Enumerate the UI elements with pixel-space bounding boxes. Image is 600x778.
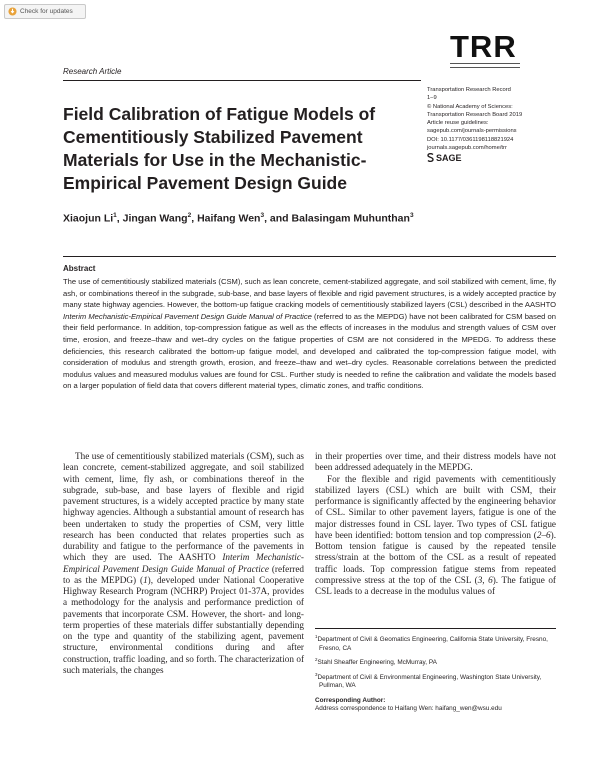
body-paragraph <box>63 451 304 676</box>
body-column-right <box>315 451 556 597</box>
body-text: , <box>482 574 489 585</box>
author-list: Xiaojun Li$^1$, Jingan Wang$^2$, Haifang Wen$^3$, and Balasingam Muhunthan$^3$ <box>63 212 414 225</box>
journal-logo-text: TRR <box>450 29 517 64</box>
citation-ref: 6 <box>488 574 493 585</box>
affiliation-number: 3 <box>315 671 318 677</box>
meta-line: Transportation Research Board 2019 <box>427 111 523 118</box>
body-text: ). Bottom tension fatigue is caused by the repeated tensile stress/strain at the bottom of the CSL as a result of repeated traffic loads. Top compression fatigue stems from repeated compressive stress at the top of the CSL ( <box>315 529 556 585</box>
author-affiliation: 3 <box>260 212 265 219</box>
header-rule <box>63 80 421 81</box>
meta-line: © National Academy of Sciences: <box>427 103 513 110</box>
abstract-rule <box>63 256 556 257</box>
affiliation-text: Stahl Sheaffer Engineering, McMurray, PA <box>317 659 437 667</box>
meta-line: sagepub.com/journals-permissions <box>427 128 517 135</box>
meta-line: Transportation Research Record <box>427 87 511 93</box>
citation-ref: 3 <box>477 574 483 585</box>
article-type: Research Article <box>63 67 122 76</box>
abstract-italic-title: Interim Mechanistic-Empirical Pavement Design Guide Manual of Practice <box>63 311 312 321</box>
doi-line: DOI: 10.1177/0361198118821924 <box>427 136 514 143</box>
body-text: ), developed under National Cooperative Highway Research Program (NCHRP) Project 01-37A, provides a methodology for the analysis and performance prediction of pavements that incorporate CSM. However, the short- and long-term properties of these materials differ substantially depending on the type and quantity of the stabilizing agent, pavement structure, environmental conditions during and after construction, traffic loading, and so forth. The characterization of such materials, the changes <box>63 574 304 675</box>
body-text: The use of cementitiously stabilized materials (CSM), such as lean concrete, cement-stabilized aggregate, and soil stabilized with cement, lime, fly ash, or combinations thereof in the subgrade, sub-base, and base layers of flexible and rigid pavement structures, is a widely accepted practice by many state highway agencies. Although a substantial amount of research has been undertaken to study the properties of CSM, very little research has been conducted that relates properties such as durability and fatigue to the performance of the pavements in which they are used. The AASHTO <box>63 451 304 563</box>
corresponding-author-heading: Corresponding Author: <box>315 696 386 704</box>
affiliation-text: Department of Civil & Geomatics Engineering, California State University, Fresno, Fresno, CA <box>317 636 548 652</box>
affiliation-note <box>315 633 556 653</box>
publisher-name: SAGE <box>436 152 462 163</box>
author-name: Xiaojun Li <box>63 212 114 225</box>
article-title: Field Calibration of Fatigue Models of Cementitiously Stabilized Pavement Materials for Use in the Mechanistic-Empirical Pavement Design Guide <box>63 104 376 193</box>
abstract-text-part: (referred to as the MEPDG) have not been calibrated for CSM based on their field performance. In addition, top-compression fatigue as well as the effects of increases in the modulus and strength values of CSM over time, erosion, and freeze–thaw and wet–dry cycles on the fatigue properties of CSM are not considered in the MPEDG. To address these deficiencies, this research calibrated the bottom-up fatigue model, and developed and calibrated the top-compression fatigue model, with consideration of modulus and strength growth, erosion, and freeze–thaw and wet–dry cycles. Reasonable correlations between the predicted modulus values and measured modulus values are found for CSL. Further study is needed to refine the calibration and validate the models based on a larger population of field data that covers different material types, climatic zones, and traffic conditions. <box>63 311 556 391</box>
author-affiliation: 3 <box>409 212 414 219</box>
affiliation-note <box>315 671 556 691</box>
author-name: Haifang Wen <box>197 212 261 225</box>
journal-url: journals.sagepub.com/home/trr <box>427 145 507 152</box>
author-name: Jingan Wang <box>122 212 188 225</box>
abstract-text <box>63 276 556 392</box>
check-for-updates-label: Check for updates <box>20 8 73 15</box>
journal-meta <box>427 86 557 162</box>
body-column-left <box>63 451 304 676</box>
citation-ref: 1 <box>143 574 148 585</box>
publisher-logo <box>427 153 557 162</box>
affiliation-note <box>315 656 556 668</box>
meta-line: 1–9 <box>427 95 437 102</box>
author-name: Balasingam Muhunthan <box>291 212 410 225</box>
journal-logo-rule <box>450 63 520 68</box>
abstract-text-part: The use of cementitiously stabilized materials (CSM), such as lean concrete, cement-stabilized aggregate, and soil stabilized with cement, lime, fly ash, or combinations thereof in the subgrade, sub-base, and base layers of flexible and rigid pavement structures, is a widely accepted practice by many state highway agencies. However, the bottom-up fatigue cracking models of cementitiously stabilized layers (CSL) described in the AASHTO <box>63 277 556 310</box>
check-for-updates-button[interactable] <box>4 4 86 19</box>
meta-line: Article reuse guidelines: <box>427 120 489 127</box>
citation-ref: 2–6 <box>536 529 551 540</box>
footnotes <box>315 633 556 714</box>
author-affiliation: 2 <box>187 212 192 219</box>
corresponding-author-text: Address correspondence to Haifang Wen: haifang_wen@wsu.edu <box>315 705 502 713</box>
body-text: For the flexible and rigid pavements with cementitiously stabilized layers (CSL) which are built with CSM, their performance is significantly affected by the engineering behavior of CSL. Similar to other pavement layers, fatigue is one of the major distresses found in CSL layer. Two types of CSL fatigue have been identified: bottom tension and top compression ( <box>315 473 556 540</box>
body-text: (referred to as the MEPDG) ( <box>63 563 305 585</box>
update-icon <box>8 7 17 16</box>
body-italic-title: Interim Mechanistic-Empirical Pavement Design Guide Manual of Practice <box>63 552 304 574</box>
affiliation-number: 2 <box>315 657 318 663</box>
sage-icon <box>427 153 434 162</box>
body-paragraph: in their properties over time, and their distress models have not been addressed adequately in the MEPDG. <box>315 451 556 473</box>
footnote-rule <box>315 628 556 629</box>
author-affiliation: 1 <box>113 212 117 219</box>
abstract-heading: Abstract <box>63 264 96 273</box>
body-paragraph <box>315 474 556 598</box>
journal-logo <box>450 29 520 64</box>
body-text: ). The fatigue of CSL leads to a decrease in the modulus values of <box>315 574 556 596</box>
affiliation-text: Department of Civil & Environmental Engineering, Washington State University, Pullman, WA <box>317 673 542 690</box>
affiliation-number: 1 <box>315 634 318 639</box>
